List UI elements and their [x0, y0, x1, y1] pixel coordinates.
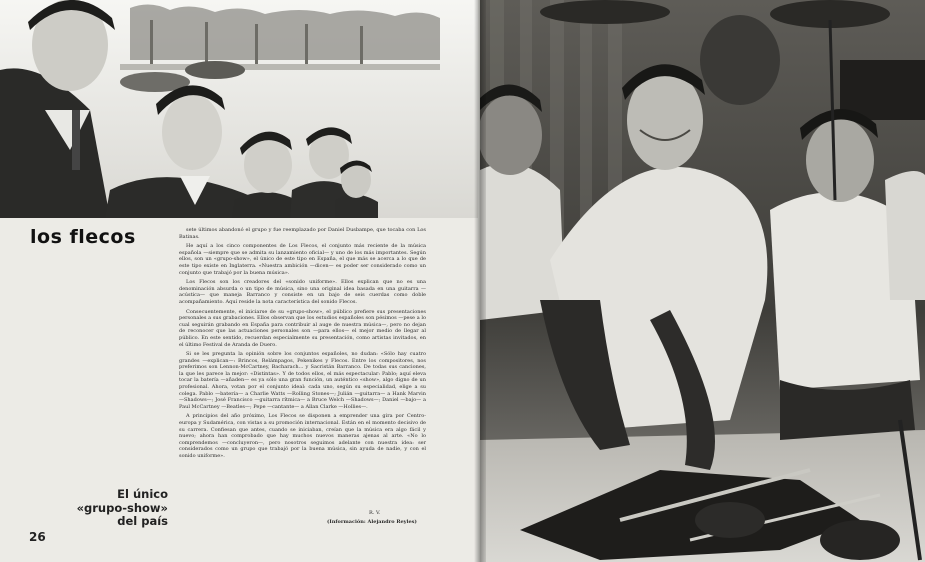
page-gutter [474, 0, 486, 562]
page-number: 26 [29, 530, 46, 544]
article-paragraph: He aquí a los cinco componentes de Los Flecos, el conjunto más reciente de la música española —siempre que se admita su lanzamiento oficial— y uno de los más importantes. Según ellos, son un «grupo-show», el único de este tipo en España, el que más se acerca a lo que de este tipo existe en Inglaterra. «Nuestra ambición —dicen— es poder ser considerado como un conjunto que trabajó por la buena música». [179, 243, 426, 276]
subtitle-line: El único [117, 487, 168, 501]
article-paragraph: sete últimos abandonó el grupo y fue reemplazado por Daniel Dusbampe, que tocaba con Los Batinas. [179, 227, 426, 240]
article-title: los flecos [30, 226, 136, 248]
article-subtitle [56, 488, 168, 529]
article-body [179, 227, 426, 463]
subtitle-line: «grupo-show» [76, 500, 168, 515]
author-initials: R. V. [369, 510, 381, 516]
information-credit: (Información: Alejandro Reyles) [327, 519, 417, 525]
article-paragraph: Consecuentemente, el iniciarse de su «grupo-show», el público prefiere sus presentaciones personales a sus grabaciones. Ellos observan que los estudios españoles son pésimos —pese a lo cual seguirán grabando en España para contribuir al auge de nuestra música—, pero no dejan de reconocer que las actuaciones personales son —para ellos— el mejor medio de llegar al público. En este sentido, recuerdan especialmente su presentación, como artistas invitados, en el último Festival de Aranda de Duero. [179, 308, 426, 348]
subtitle-line: del país [117, 514, 168, 528]
right-page [480, 0, 925, 562]
article-paragraph: Si se les pregunta la opinión sobre los conjuntos españoles, no dudan: «Sólo hay cuatro grandes —explican—: Brincos, Relámpagos, Pekenikes y Flecos. Entre los compositores, nos preferimos son Lennon-McCartney, Bacharach... y Sacristán Barranco. De todas sus canciones, la que les parece la mejor: «Distintas». Y de todos ellos, el más espectacular: Pablo; aquí eleva tocar la batería —añaden— es ya sólo una gran función, un auténtico «show», algo digno de un profesional. Ahora, votan por el conjunto ideal: cada uno, según su especialidad, elige a su colega. Pablo —batería— a Charlie Watts —Rolling Stones—; Julián —guitarra— a Hank Marvin —Shadows—; José Francisco —guitarra rítmica— a Bruce Welch —Shadows—; Daniel —bajo— a Paul McCartney —Beatles—; Pepe —cantante— a Allan Clarke —Hollies—. [179, 351, 426, 410]
article-paragraph: A principios del año próximo, Los Flecos se disponen a emprender una gira por Centro-europa y Sudamérica, con vistas a su promoción internacional. Están en el momento decisivo de su carrera. Confiesan que antes, cuando se iniciaban, creían que la música era algo fácil y nuevo; ahora han comprobado que hay muchos nuevos maneras ajenas al arte. «No lo comprendemos —concluyeron—, pero nosotros seguimos adelante con nuestra idea: ser considerados como un grupo que trabajó por la buena música, sin ayuda de nadie, y con el sonido uniforme». [179, 413, 426, 459]
band-rehearsal-photo [480, 0, 925, 562]
band-portrait-photo [0, 0, 478, 218]
article-paragraph: Los Flecos son los creadores del «sonido uniforme». Ellos explican que no es una denominación absurda o un tipo de música, sino una original idea basada en una guitarra —acústica— que maneja Barranco y consiste en un bajo de seis cuerdas como doble acompañamiento. Aquí reside la nota característica del sonido Flecos. [179, 279, 426, 305]
